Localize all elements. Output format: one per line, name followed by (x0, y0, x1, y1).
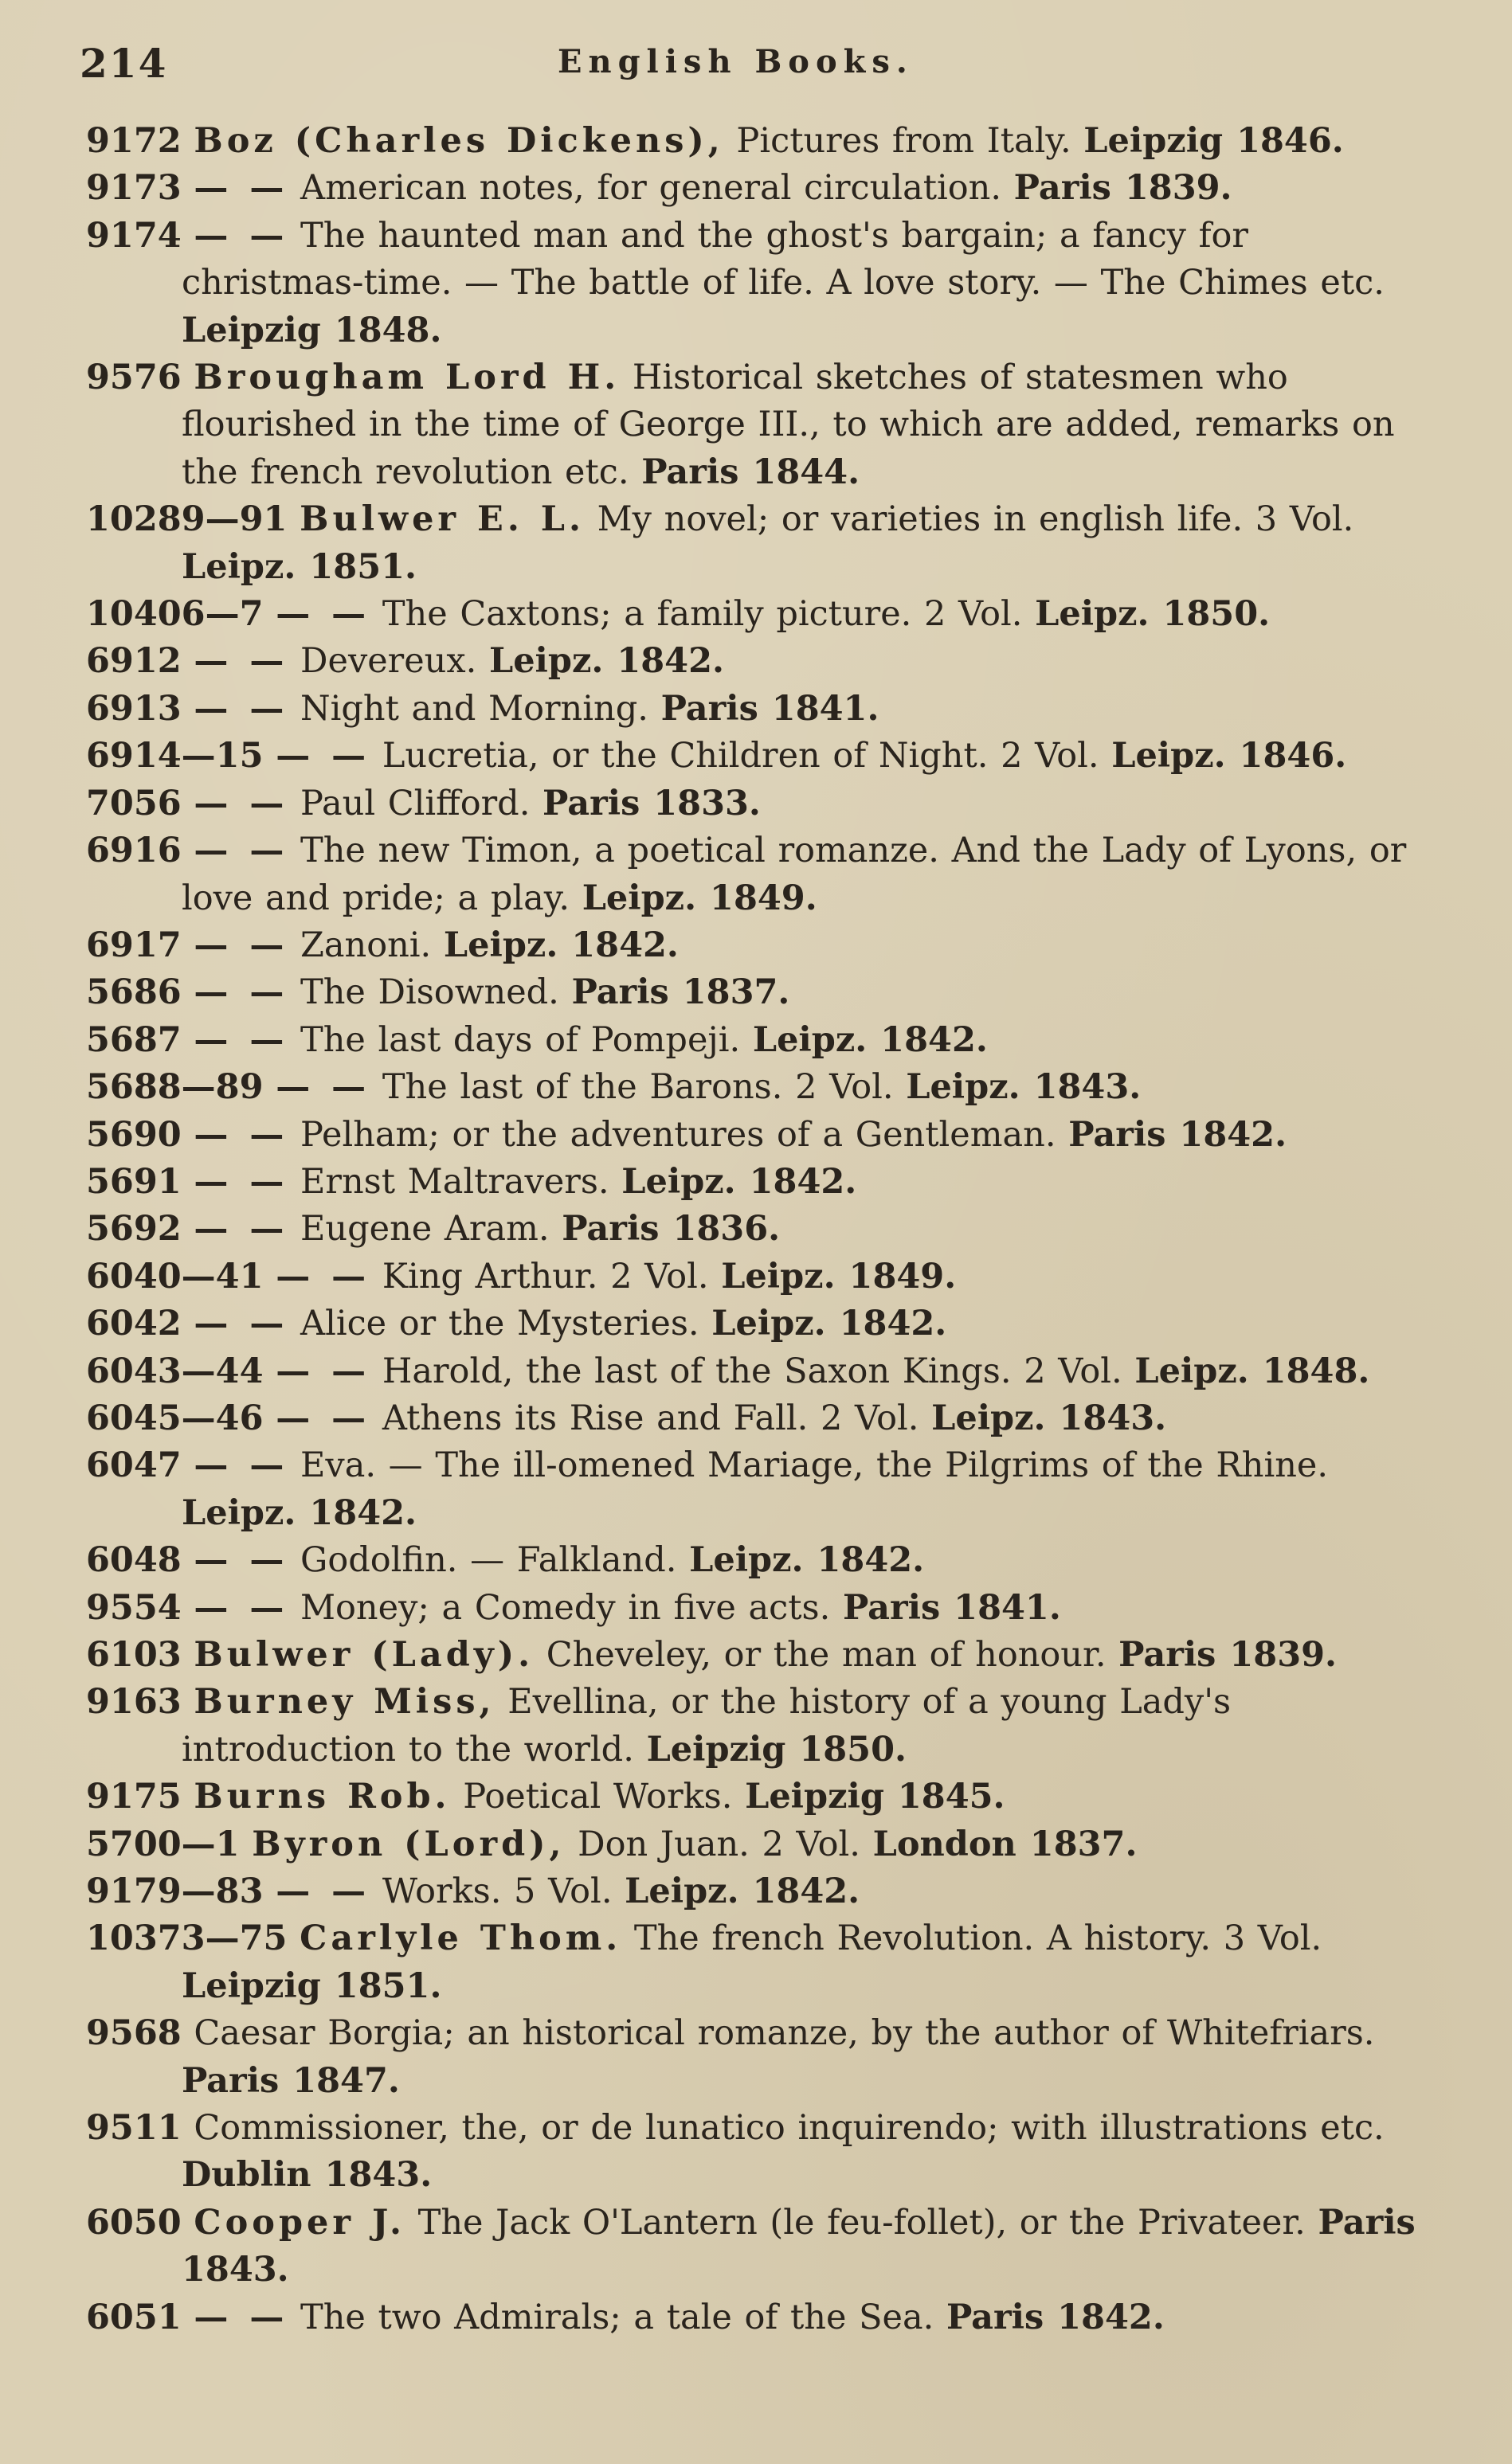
entry-title: Eugene Aram. (300, 1209, 550, 1250)
entry-imprint: Paris 1842. (1068, 1114, 1287, 1155)
entry-title: Don Juan. 2 Vol. (578, 1824, 860, 1864)
entry-title: Poetical Works. (463, 1777, 733, 1817)
entry-imprint: Leipzig 1846. (1083, 121, 1344, 161)
entry-number: 6043—44 (86, 1351, 264, 1391)
entry-imprint: Leipz. 1846. (1111, 736, 1347, 776)
entry-author: — — (194, 783, 288, 823)
catalogue-entry (86, 591, 1432, 638)
catalogue-entry (86, 118, 1432, 165)
entry-author: Bulwer (Lady). (194, 1635, 535, 1675)
entry-title: Caesar Borgia; an historical romanze, by the author of Whitefriars. (194, 2013, 1375, 2054)
entry-imprint: Leipz. 1842. (625, 1871, 860, 1912)
entry-number: 9511 (86, 2108, 182, 2149)
entry-title: Commissioner, the, or de lunatico inquirendo; with illustrations etc. (194, 2108, 1385, 2149)
entry-title: The two Admirals; a tale of the Sea. (300, 2297, 934, 2337)
entry-imprint: Leipz. 1842. (752, 1019, 988, 1060)
entry-number: 5688—89 (86, 1067, 264, 1108)
catalogue-entry (86, 2105, 1432, 2200)
entry-author: — — (194, 972, 288, 1013)
entry-author: Cooper J. (194, 2202, 405, 2243)
entry-author: — — (194, 1209, 288, 1250)
entry-author: Burney Miss, (194, 1682, 496, 1723)
catalogue-entry (86, 2200, 1432, 2294)
entry-imprint: Leipz. 1848. (1134, 1351, 1370, 1391)
entry-author: Bulwer E. L. (300, 499, 585, 540)
catalogue-entry (86, 1585, 1432, 1632)
catalogue-entry (86, 1348, 1432, 1395)
entry-imprint: Leipzig 1851. (182, 1965, 442, 2006)
entry-title: The Disowned. (300, 972, 559, 1013)
entry-author: — — (276, 736, 370, 776)
catalogue-entry (86, 686, 1432, 733)
entry-number: 9174 (86, 215, 182, 256)
entry-number: 5692 (86, 1209, 182, 1250)
entry-author: — — (194, 168, 288, 209)
entry-imprint: Leipz. 1842. (488, 641, 724, 682)
catalogue-entry (86, 638, 1432, 685)
entry-author: — — (194, 1114, 288, 1155)
entry-number: 6051 (86, 2297, 182, 2337)
running-title: English Books. (558, 43, 914, 80)
entry-imprint: Leipz. 1842. (443, 925, 679, 965)
catalogue-entry (86, 2294, 1432, 2341)
entry-author: — — (194, 1161, 288, 1202)
entry-title: The haunted man and the ghost's bargain; a fancy for christmas-time. — The battle of life. A love story. — The Chimes etc. (182, 215, 1385, 303)
entry-title: Paul Clifford. (300, 783, 531, 823)
entry-title: The Caxtons; a family picture. 2 Vol. (382, 594, 1023, 635)
entry-imprint: Paris 1842. (946, 2297, 1165, 2337)
entry-author: — — (194, 688, 288, 729)
entry-author: — — (194, 1540, 288, 1581)
entry-author: — — (194, 1445, 288, 1486)
catalogue-entry (86, 1017, 1432, 1064)
catalogue-entry (86, 2010, 1432, 2105)
catalogue-entry (86, 1395, 1432, 1442)
entry-author: — — (194, 1587, 288, 1628)
entry-author: — — (194, 2297, 288, 2337)
entry-title: Pelham; or the adventures of a Gentleman. (300, 1114, 1056, 1155)
catalogue-entry (86, 1254, 1432, 1300)
entry-imprint: Paris 1844. (641, 452, 860, 492)
entry-number: 6914—15 (86, 736, 264, 776)
entry-author: — — (276, 1398, 370, 1438)
entry-title: Lucretia, or the Children of Night. 2 Vol. (382, 736, 1099, 776)
entry-author: — — (276, 1351, 370, 1391)
entry-title: Zanoni. (300, 925, 432, 965)
entry-title: Works. 5 Vol. (382, 1871, 613, 1912)
entry-number: 9163 (86, 1682, 182, 1723)
entry-title: Money; a Comedy in five acts. (300, 1587, 831, 1628)
entry-imprint: Leipz. 1849. (582, 878, 817, 918)
entry-author: — — (276, 1256, 370, 1297)
catalogue-entry (86, 1064, 1432, 1111)
entry-author: — — (276, 594, 370, 635)
entry-number: 6040—41 (86, 1256, 264, 1297)
catalogue-entry (86, 496, 1432, 591)
entry-title: Historical sketches of statesmen who flourished in the time of George III., to which are added, remarks on the french revolution etc. (182, 358, 1395, 492)
entry-author: Burns Rob. (194, 1777, 451, 1817)
entry-number: 10373—75 (86, 1918, 288, 1959)
catalogue-entry (86, 1159, 1432, 1206)
entry-number: 6047 (86, 1445, 182, 1486)
entry-title: King Arthur. 2 Vol. (382, 1256, 709, 1297)
entry-number: 6913 (86, 688, 182, 729)
entry-author: — — (194, 925, 288, 965)
entry-title: My novel; or varieties in english life. 3 Vol. (597, 499, 1354, 540)
catalogue-entries (86, 118, 1432, 2341)
entry-number: 5687 (86, 1019, 182, 1060)
entry-author: Carlyle Thom. (300, 1918, 622, 1959)
catalogue-entry (86, 1112, 1432, 1159)
entry-author: Boz (Charles Dickens), (194, 121, 724, 161)
entry-number: 9568 (86, 2013, 182, 2054)
catalogue-entry (86, 827, 1432, 922)
entry-imprint: Leipzig 1850. (646, 1729, 907, 1770)
entry-imprint: Paris 1847. (182, 2060, 400, 2101)
entry-title: Devereux. (300, 641, 477, 682)
entry-imprint: Leipz. 1842. (711, 1304, 947, 1344)
catalogue-entry (86, 780, 1432, 827)
entry-number: 6103 (86, 1635, 182, 1675)
entry-number: 5700—1 (86, 1824, 240, 1864)
entry-author: — — (194, 641, 288, 682)
page-header (80, 32, 1434, 96)
catalogue-entry (86, 969, 1432, 1016)
entry-title: Eva. — The ill-omened Mariage, the Pilgrims of the Rhine. (300, 1445, 1329, 1486)
entry-title: The last days of Pompeji. (300, 1019, 741, 1060)
entry-number: 6912 (86, 641, 182, 682)
entry-imprint: Leipzig 1845. (745, 1777, 1005, 1817)
catalogue-entry (86, 1442, 1432, 1537)
entry-number: 9173 (86, 168, 182, 209)
entry-author: — — (194, 831, 288, 871)
entry-imprint: Leipz. 1842. (621, 1161, 857, 1202)
catalogue-entry (86, 1632, 1432, 1679)
entry-imprint: Paris 1839. (1013, 168, 1232, 209)
entry-number: 9554 (86, 1587, 182, 1628)
entry-number: 10289—91 (86, 499, 288, 540)
entry-imprint: Paris 1833. (543, 783, 761, 823)
catalogue-entry (86, 1915, 1432, 2010)
catalogue-entry (86, 733, 1432, 780)
entry-number: 6916 (86, 831, 182, 871)
entry-imprint: Paris 1843. (182, 2202, 1416, 2290)
entry-title: American notes, for general circulation. (300, 168, 1001, 209)
entry-imprint: Leipzig 1848. (182, 310, 442, 350)
entry-imprint: Leipz. 1843. (931, 1398, 1167, 1438)
entry-title: The new Timon, a poetical romanze. And the Lady of Lyons, or love and pride; a play. (182, 831, 1407, 918)
entry-title: Evellina, or the history of a young Lady's introduction to the world. (182, 1682, 1232, 1770)
catalogue-entry (86, 213, 1432, 354)
entry-title: The last of the Barons. 2 Vol. (382, 1067, 894, 1108)
entry-imprint: Leipz. 1842. (689, 1540, 925, 1581)
entry-imprint: Leipz. 1849. (721, 1256, 957, 1297)
entry-number: 9576 (86, 358, 182, 398)
catalogue-entry (86, 1206, 1432, 1253)
entry-number: 5690 (86, 1114, 182, 1155)
entry-number: 6045—46 (86, 1398, 264, 1438)
entry-imprint: Dublin 1843. (182, 2155, 433, 2196)
entry-imprint: Leipz. 1850. (1035, 594, 1271, 635)
entry-imprint: Paris 1837. (571, 972, 790, 1013)
entry-author: Brougham Lord H. (194, 358, 621, 398)
catalogue-entry (86, 1300, 1432, 1347)
page-number: 214 (80, 40, 168, 87)
entry-imprint: Paris 1839. (1118, 1635, 1338, 1675)
entry-author: — — (194, 1019, 288, 1060)
entry-author: — — (276, 1067, 370, 1108)
entry-imprint: Leipz. 1851. (182, 546, 417, 587)
catalogue-entry (86, 1679, 1432, 1774)
entry-imprint: Leipz. 1842. (182, 1492, 417, 1533)
entry-title: Athens its Rise and Fall. 2 Vol. (382, 1398, 919, 1438)
catalogue-entry (86, 354, 1432, 496)
catalogue-entry (86, 1537, 1432, 1584)
entry-imprint: Leipz. 1843. (906, 1067, 1142, 1108)
entry-title: Cheveley, or the man of honour. (546, 1635, 1107, 1675)
entry-number: 9172 (86, 121, 182, 161)
entry-title: Godolfin. — Falkland. (300, 1540, 677, 1581)
entry-number: 5686 (86, 972, 182, 1013)
entry-imprint: Paris 1841. (660, 688, 879, 729)
entry-title: The french Revolution. A history. 3 Vol. (633, 1918, 1322, 1959)
entry-number: 5691 (86, 1161, 182, 1202)
entry-number: 10406—7 (86, 594, 264, 635)
entry-imprint: Paris 1836. (562, 1209, 781, 1250)
entry-number: 9175 (86, 1777, 182, 1817)
entry-author: — — (276, 1871, 370, 1912)
entry-author: — — (194, 1304, 288, 1344)
catalogue-entry (86, 165, 1432, 212)
entry-number: 6042 (86, 1304, 182, 1344)
catalogue-entry (86, 1774, 1432, 1821)
entry-imprint: London 1837. (872, 1824, 1138, 1864)
entry-number: 6050 (86, 2202, 182, 2243)
entry-number: 7056 (86, 783, 182, 823)
entry-number: 6917 (86, 925, 182, 965)
catalogue-entry (86, 922, 1432, 969)
entry-title: The Jack O'Lantern (le feu-follet), or the Privateer. (417, 2202, 1306, 2243)
entry-number: 9179—83 (86, 1871, 264, 1912)
catalogue-entry (86, 1868, 1432, 1915)
entry-author: Byron (Lord), (252, 1824, 566, 1864)
entry-imprint: Paris 1841. (842, 1587, 1061, 1628)
entry-title: Alice or the Mysteries. (300, 1304, 699, 1344)
entry-title: Ernst Maltravers. (300, 1161, 609, 1202)
entry-title: Night and Morning. (300, 688, 648, 729)
catalogue-entry (86, 1821, 1432, 1868)
entry-title: Pictures from Italy. (736, 121, 1071, 161)
entry-number: 6048 (86, 1540, 182, 1581)
entry-title: Harold, the last of the Saxon Kings. 2 Vol. (382, 1351, 1122, 1391)
entry-author: — — (194, 215, 288, 256)
